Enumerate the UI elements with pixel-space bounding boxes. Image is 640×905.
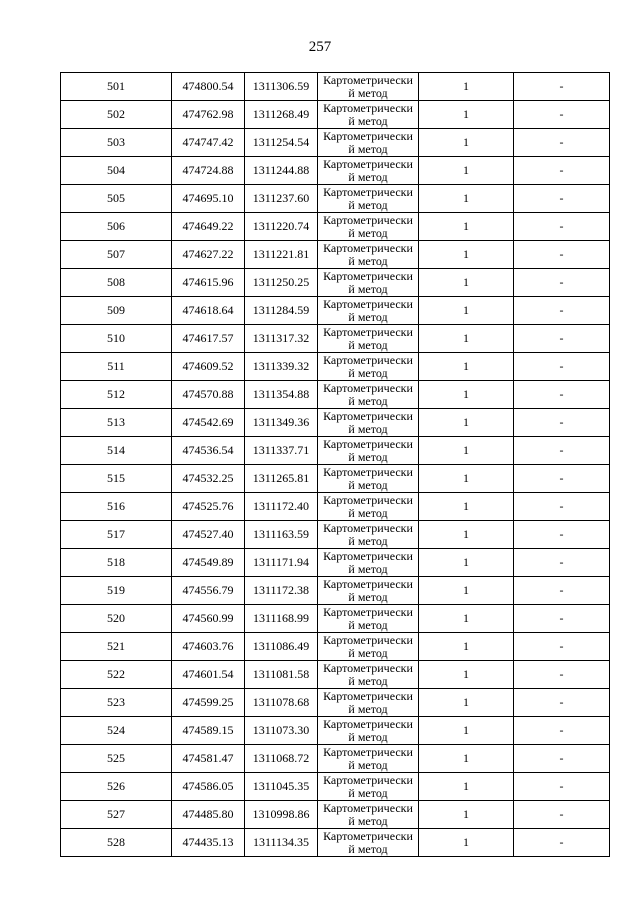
method-text: Картометрически й метод [323, 717, 413, 744]
y-coordinate-cell: 1311168.99 [245, 605, 318, 633]
method-text: Картометрически й метод [323, 101, 413, 128]
method-cell [318, 73, 419, 101]
method-cell [318, 241, 419, 269]
point-number-cell: 501 [61, 73, 172, 101]
x-coordinate-cell: 474435.13 [172, 829, 245, 857]
point-number-cell: 512 [61, 381, 172, 409]
error-cell: - [514, 493, 610, 521]
y-coordinate-cell: 1311078.68 [245, 689, 318, 717]
method-cell [318, 661, 419, 689]
method-text: Картометрически й метод [323, 773, 413, 800]
point-number-cell: 502 [61, 101, 172, 129]
x-coordinate-cell: 474618.64 [172, 297, 245, 325]
y-coordinate-cell: 1311086.49 [245, 633, 318, 661]
table-row [61, 437, 610, 465]
x-coordinate-cell: 474615.96 [172, 269, 245, 297]
y-coordinate-cell: 1311171.94 [245, 549, 318, 577]
count-cell: 1 [419, 549, 514, 577]
count-cell: 1 [419, 353, 514, 381]
error-cell: - [514, 773, 610, 801]
x-coordinate-cell: 474747.42 [172, 129, 245, 157]
table-row [61, 605, 610, 633]
table-row [61, 353, 610, 381]
y-coordinate-cell: 1311081.58 [245, 661, 318, 689]
y-coordinate-cell: 1311244.88 [245, 157, 318, 185]
method-text: Картометрически й метод [323, 409, 413, 436]
point-number-cell: 514 [61, 437, 172, 465]
count-cell: 1 [419, 101, 514, 129]
y-coordinate-cell: 1311073.30 [245, 717, 318, 745]
count-cell: 1 [419, 465, 514, 493]
count-cell: 1 [419, 325, 514, 353]
error-cell: - [514, 689, 610, 717]
method-cell [318, 353, 419, 381]
method-cell [318, 409, 419, 437]
table-row [61, 465, 610, 493]
x-coordinate-cell: 474627.22 [172, 241, 245, 269]
table-row [61, 829, 610, 857]
table-row [61, 73, 610, 101]
error-cell: - [514, 269, 610, 297]
count-cell: 1 [419, 633, 514, 661]
point-number-cell: 509 [61, 297, 172, 325]
method-cell [318, 101, 419, 129]
method-cell [318, 521, 419, 549]
y-coordinate-cell: 1311265.81 [245, 465, 318, 493]
method-text: Картометрически й метод [323, 437, 413, 464]
method-text: Картометрически й метод [323, 241, 413, 268]
table-row [61, 633, 610, 661]
x-coordinate-cell: 474603.76 [172, 633, 245, 661]
y-coordinate-cell: 1311317.32 [245, 325, 318, 353]
table-row [61, 325, 610, 353]
table-row [61, 689, 610, 717]
y-coordinate-cell: 1311134.35 [245, 829, 318, 857]
point-number-cell: 510 [61, 325, 172, 353]
y-coordinate-cell: 1310998.86 [245, 801, 318, 829]
error-cell: - [514, 185, 610, 213]
method-text: Картометрически й метод [323, 213, 413, 240]
error-cell: - [514, 801, 610, 829]
error-cell: - [514, 745, 610, 773]
method-cell [318, 717, 419, 745]
point-number-cell: 511 [61, 353, 172, 381]
method-text: Картометрически й метод [323, 465, 413, 492]
count-cell: 1 [419, 241, 514, 269]
y-coordinate-cell: 1311221.81 [245, 241, 318, 269]
method-cell [318, 577, 419, 605]
error-cell: - [514, 549, 610, 577]
point-number-cell: 505 [61, 185, 172, 213]
page-number: 257 [308, 39, 332, 55]
point-number-cell: 521 [61, 633, 172, 661]
point-number-cell: 522 [61, 661, 172, 689]
table-row [61, 745, 610, 773]
table-row [61, 101, 610, 129]
x-coordinate-cell: 474601.54 [172, 661, 245, 689]
y-coordinate-cell: 1311268.49 [245, 101, 318, 129]
x-coordinate-cell: 474589.15 [172, 717, 245, 745]
method-text: Картометрически й метод [323, 129, 413, 156]
y-coordinate-cell: 1311339.32 [245, 353, 318, 381]
count-cell: 1 [419, 129, 514, 157]
count-cell: 1 [419, 829, 514, 857]
method-text: Картометрически й метод [323, 633, 413, 660]
error-cell: - [514, 157, 610, 185]
count-cell: 1 [419, 73, 514, 101]
method-cell [318, 829, 419, 857]
error-cell: - [514, 381, 610, 409]
x-coordinate-cell: 474532.25 [172, 465, 245, 493]
method-text: Картометрически й метод [323, 157, 413, 184]
point-number-cell: 504 [61, 157, 172, 185]
point-number-cell: 513 [61, 409, 172, 437]
error-cell: - [514, 409, 610, 437]
table-row [61, 493, 610, 521]
point-number-cell: 503 [61, 129, 172, 157]
count-cell: 1 [419, 185, 514, 213]
count-cell: 1 [419, 745, 514, 773]
x-coordinate-cell: 474695.10 [172, 185, 245, 213]
x-coordinate-cell: 474609.52 [172, 353, 245, 381]
method-text: Картометрически й метод [323, 381, 413, 408]
coordinates-table [60, 72, 610, 857]
method-text: Картометрически й метод [323, 185, 413, 212]
x-coordinate-cell: 474485.80 [172, 801, 245, 829]
method-cell [318, 269, 419, 297]
method-text: Картометрически й метод [323, 745, 413, 772]
y-coordinate-cell: 1311172.38 [245, 577, 318, 605]
point-number-cell: 516 [61, 493, 172, 521]
method-cell [318, 213, 419, 241]
count-cell: 1 [419, 437, 514, 465]
table-row [61, 409, 610, 437]
method-text: Картометрически й метод [323, 73, 413, 100]
table-row [61, 577, 610, 605]
method-text: Картометрически й метод [323, 577, 413, 604]
method-text: Картометрически й метод [323, 689, 413, 716]
x-coordinate-cell: 474617.57 [172, 325, 245, 353]
x-coordinate-cell: 474599.25 [172, 689, 245, 717]
method-cell [318, 325, 419, 353]
error-cell: - [514, 521, 610, 549]
method-cell [318, 549, 419, 577]
point-number-cell: 519 [61, 577, 172, 605]
x-coordinate-cell: 474549.89 [172, 549, 245, 577]
method-cell [318, 381, 419, 409]
point-number-cell: 515 [61, 465, 172, 493]
count-cell: 1 [419, 689, 514, 717]
x-coordinate-cell: 474581.47 [172, 745, 245, 773]
table-row [61, 801, 610, 829]
point-number-cell: 524 [61, 717, 172, 745]
count-cell: 1 [419, 661, 514, 689]
y-coordinate-cell: 1311068.72 [245, 745, 318, 773]
point-number-cell: 506 [61, 213, 172, 241]
table-row [61, 157, 610, 185]
method-cell [318, 157, 419, 185]
method-text: Картометрически й метод [323, 549, 413, 576]
x-coordinate-cell: 474586.05 [172, 773, 245, 801]
error-cell: - [514, 73, 610, 101]
x-coordinate-cell: 474556.79 [172, 577, 245, 605]
error-cell: - [514, 101, 610, 129]
point-number-cell: 518 [61, 549, 172, 577]
point-number-cell: 527 [61, 801, 172, 829]
point-number-cell: 520 [61, 605, 172, 633]
x-coordinate-cell: 474570.88 [172, 381, 245, 409]
y-coordinate-cell: 1311254.54 [245, 129, 318, 157]
y-coordinate-cell: 1311220.74 [245, 213, 318, 241]
point-number-cell: 528 [61, 829, 172, 857]
table-row [61, 549, 610, 577]
table-row [61, 773, 610, 801]
error-cell: - [514, 325, 610, 353]
table-row [61, 185, 610, 213]
y-coordinate-cell: 1311172.40 [245, 493, 318, 521]
table-row [61, 129, 610, 157]
count-cell: 1 [419, 157, 514, 185]
x-coordinate-cell: 474536.54 [172, 437, 245, 465]
method-cell [318, 605, 419, 633]
y-coordinate-cell: 1311337.71 [245, 437, 318, 465]
method-cell [318, 129, 419, 157]
error-cell: - [514, 465, 610, 493]
method-text: Картометрически й метод [323, 605, 413, 632]
y-coordinate-cell: 1311045.35 [245, 773, 318, 801]
count-cell: 1 [419, 381, 514, 409]
method-cell [318, 465, 419, 493]
method-text: Картометрически й метод [323, 801, 413, 828]
y-coordinate-cell: 1311349.36 [245, 409, 318, 437]
count-cell: 1 [419, 801, 514, 829]
point-number-cell: 525 [61, 745, 172, 773]
count-cell: 1 [419, 717, 514, 745]
count-cell: 1 [419, 521, 514, 549]
table-row [61, 213, 610, 241]
method-cell [318, 633, 419, 661]
table-row [61, 521, 610, 549]
method-text: Картометрически й метод [323, 829, 413, 856]
error-cell: - [514, 577, 610, 605]
error-cell: - [514, 297, 610, 325]
y-coordinate-cell: 1311163.59 [245, 521, 318, 549]
y-coordinate-cell: 1311284.59 [245, 297, 318, 325]
error-cell: - [514, 437, 610, 465]
point-number-cell: 526 [61, 773, 172, 801]
method-text: Картометрически й метод [323, 269, 413, 296]
error-cell: - [514, 353, 610, 381]
table-row [61, 297, 610, 325]
table-row [61, 381, 610, 409]
method-text: Картометрически й метод [323, 325, 413, 352]
y-coordinate-cell: 1311250.25 [245, 269, 318, 297]
point-number-cell: 517 [61, 521, 172, 549]
method-cell [318, 493, 419, 521]
method-text: Картометрически й метод [323, 661, 413, 688]
error-cell: - [514, 661, 610, 689]
count-cell: 1 [419, 269, 514, 297]
error-cell: - [514, 213, 610, 241]
count-cell: 1 [419, 493, 514, 521]
error-cell: - [514, 717, 610, 745]
count-cell: 1 [419, 577, 514, 605]
y-coordinate-cell: 1311354.88 [245, 381, 318, 409]
table-row [61, 241, 610, 269]
x-coordinate-cell: 474762.98 [172, 101, 245, 129]
table-row [61, 269, 610, 297]
method-cell [318, 745, 419, 773]
x-coordinate-cell: 474525.76 [172, 493, 245, 521]
method-text: Картометрически й метод [323, 353, 413, 380]
coordinates-table-body [61, 73, 610, 857]
y-coordinate-cell: 1311306.59 [245, 73, 318, 101]
x-coordinate-cell: 474527.40 [172, 521, 245, 549]
count-cell: 1 [419, 773, 514, 801]
error-cell: - [514, 241, 610, 269]
method-cell [318, 437, 419, 465]
table-row [61, 661, 610, 689]
method-cell [318, 185, 419, 213]
method-text: Картометрически й метод [323, 521, 413, 548]
error-cell: - [514, 829, 610, 857]
point-number-cell: 508 [61, 269, 172, 297]
point-number-cell: 507 [61, 241, 172, 269]
x-coordinate-cell: 474800.54 [172, 73, 245, 101]
table-row [61, 717, 610, 745]
method-cell [318, 297, 419, 325]
method-cell [318, 801, 419, 829]
x-coordinate-cell: 474560.99 [172, 605, 245, 633]
error-cell: - [514, 129, 610, 157]
method-cell [318, 689, 419, 717]
x-coordinate-cell: 474542.69 [172, 409, 245, 437]
x-coordinate-cell: 474724.88 [172, 157, 245, 185]
error-cell: - [514, 633, 610, 661]
method-text: Картометрически й метод [323, 493, 413, 520]
method-cell [318, 773, 419, 801]
point-number-cell: 523 [61, 689, 172, 717]
count-cell: 1 [419, 297, 514, 325]
count-cell: 1 [419, 605, 514, 633]
y-coordinate-cell: 1311237.60 [245, 185, 318, 213]
error-cell: - [514, 605, 610, 633]
count-cell: 1 [419, 409, 514, 437]
method-text: Картометрически й метод [323, 297, 413, 324]
x-coordinate-cell: 474649.22 [172, 213, 245, 241]
count-cell: 1 [419, 213, 514, 241]
